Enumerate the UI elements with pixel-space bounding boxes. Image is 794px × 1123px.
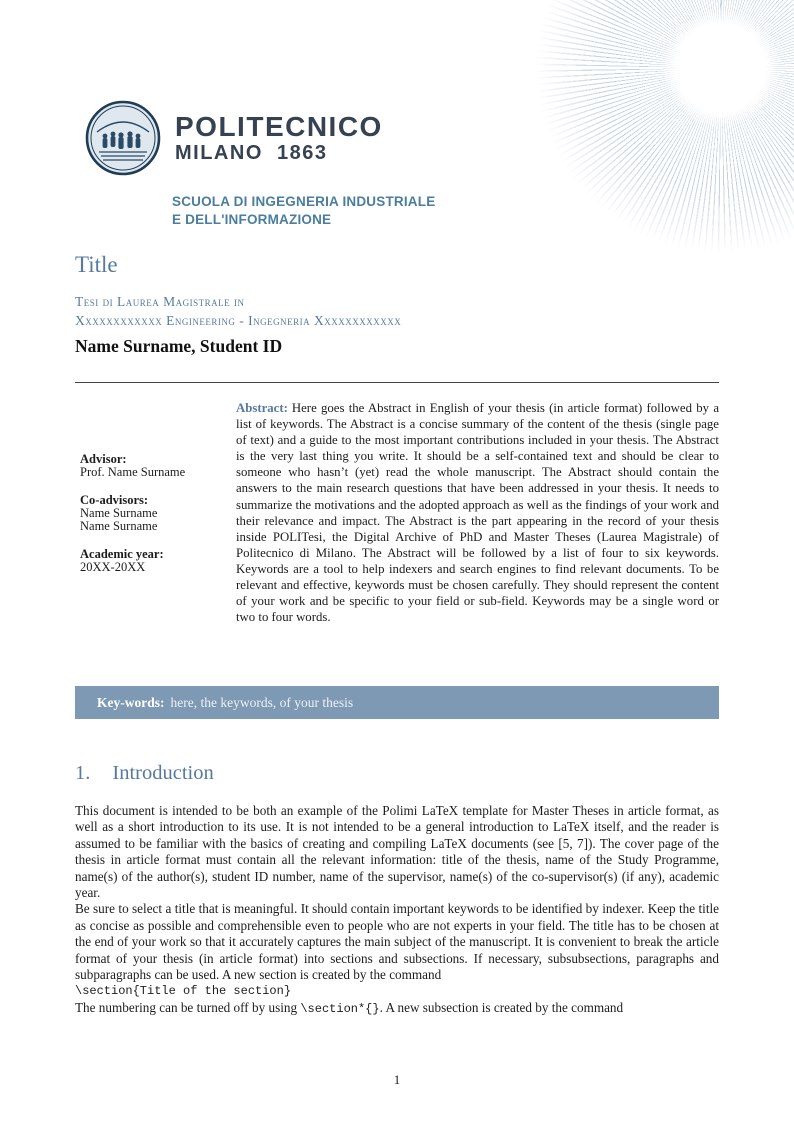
abstract-section — [75, 400, 719, 625]
coadvisor-value: Name Surname — [80, 519, 158, 533]
abstract-label: Abstract: — [236, 401, 288, 415]
header-divider — [75, 382, 719, 383]
polimi-header — [85, 100, 435, 229]
thesis-title: Title — [75, 252, 118, 277]
brand-politecnico: POLITECNICO — [175, 111, 383, 142]
academic-year-value: 20XX-20XX — [80, 559, 146, 574]
advisor-group — [80, 452, 227, 480]
academic-year-label: Academic year: — [80, 546, 164, 561]
thesis-subtitle — [75, 292, 401, 330]
abstract-paragraph — [236, 400, 719, 625]
section-title: Introduction — [112, 762, 214, 784]
school-name-line1: SCUOLA DI INGEGNERIA INDUSTRIALE — [172, 194, 436, 209]
intro-paragraph-3-text1: The numbering can be turned off by using — [75, 999, 301, 1015]
section-number: 1. — [75, 762, 91, 784]
polimi-logo-row — [85, 100, 435, 176]
subtitle-line1: Tesi di Laurea Magistrale in — [75, 294, 245, 309]
keywords-bar — [75, 686, 719, 719]
polimi-wordmark — [175, 112, 383, 164]
advisor-value: Prof. Name Surname — [80, 465, 186, 479]
coadvisors-group — [80, 493, 227, 534]
subtitle-line2: Xxxxxxxxxxxx Engineering - Ingegneria Xxxxxxxxxxxx — [75, 313, 402, 328]
intro-paragraph-3-text2: . A new subsection is created by the command — [379, 999, 624, 1015]
abstract-text: Here goes the Abstract in English of your thesis (in article format) followed by a list of keywords. The Abstract is a concise summary of the content of the thesis (single page of text) and a guide to the most important contributions included in your thesis. The Abstract is the very last thing you write. It should be a self-contained text and should be clear to someone who hasn’t (yet) read the whole manuscript. The Abstract should contain the answers to the main research questions that have been addressed in your thesis. It needs to summarize the motivations and the adopted approach as well as the findings of your work and their relevance and impact. The Abstract is the part appearing in the record of your thesis inside POLITesi, the Digital Archive of PhD and Master Theses (Laurea Magistrale) of Politecnico di Milano. The Abstract will be followed by a list of four to six keywords. Keywords are a tool to help indexers and search engines to find relevant documents. To be relevant and effective, keywords must be chosen carefully. They should represent the content of your work and be specific to your field or sub-field. Keywords may be a single word or two to four words. — [236, 401, 719, 625]
introduction-body — [75, 803, 719, 1017]
latex-code-section-star: \section*{} — [300, 1001, 380, 1016]
coadvisor-value: Name Surname — [80, 505, 158, 520]
section-heading-introduction — [75, 762, 214, 785]
academic-year-group — [80, 547, 227, 575]
coadvisors-label: Co-advisors: — [80, 492, 149, 507]
keywords-text: here, the keywords, of your thesis — [170, 694, 354, 710]
thesis-meta-column — [75, 400, 227, 625]
keywords-label: Key-words: — [97, 694, 165, 710]
school-name — [172, 193, 435, 229]
intro-paragraph-1: This document is intended to be both an example of the Polimi LaTeX template for Master Theses in article format, as well as a short introduction to its use. It is not intended to be a general introduction to LaTeX itself, and the reader is assumed to be familiar with the basics of creating and compiling LaTeX documents (see [5, 7]). The cover page of the thesis in article format must contain all the relevant information: title of the thesis, name of the Study Programme, name(s) of the author(s), student ID number, name of the supervisor, name(s) of the co-supervisor(s) (if any), academic year. — [75, 803, 719, 901]
author-name: Name Surname, Student ID — [75, 336, 283, 356]
brand-milano-1863: MILANO 1863 — [175, 142, 328, 164]
page-number: 1 — [393, 1072, 401, 1087]
sunburst-decoration — [534, 0, 794, 252]
advisor-label: Advisor: — [80, 452, 127, 466]
latex-code-section-command: \section{Title of the section} — [75, 984, 292, 999]
polimi-logo-seal — [85, 100, 161, 176]
intro-paragraph-2: Be sure to select a title that is meaningful. It should contain important keywords to be identified by indexer. Keep the title as concise as possible and comprehensible even to people who are not experts in your field. The title has to be chosen at the end of your work so that it accurately captures the main subject of the manuscript. It is convenient to break the article format of your thesis (in article format) into sections and subsections. If necessary, subsubsections, paragraphs and subparagraphs can be used. A new section is created by the command — [75, 901, 719, 983]
intro-paragraph-3 — [75, 1000, 719, 1017]
school-name-line2: E DELL'INFORMAZIONE — [172, 212, 332, 227]
